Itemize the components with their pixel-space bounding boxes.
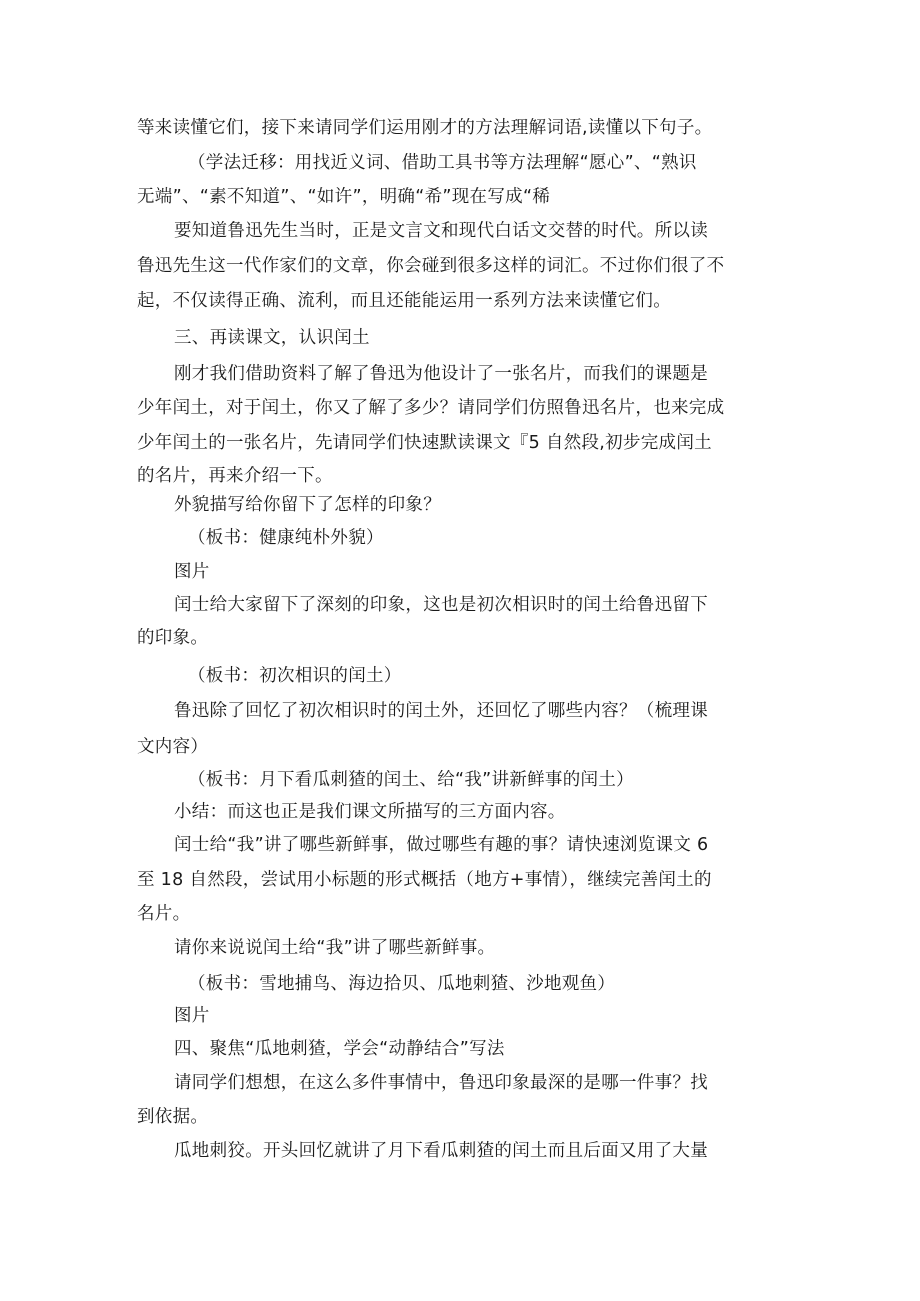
- text-line: 闰士给大家留下了深刻的印象，这也是初次相识时的闰土给鲁迅留下: [174, 595, 708, 615]
- text-line: 起，不仅读得正确、流利，而且还能能运用一系列方法来读懂它们。: [137, 291, 671, 311]
- text-line: 请你来说说闰土给“我”讲了哪些新鲜事。: [174, 938, 496, 958]
- text-line: 瓜地刺狡。开头回忆就讲了月下看瓜刺猹的闰土而且后面又用了大量: [174, 1141, 708, 1161]
- board-note: （板书：初次相识的闰土）: [188, 666, 402, 686]
- section-heading: 四、聚焦“瓜地刺猹，学会“动静结合”写法: [174, 1039, 505, 1059]
- text-line: 请同学们想想，在这么多件事情中，鲁迅印象最深的是哪一件事？找: [174, 1073, 708, 1093]
- board-note: （板书：雪地捕鸟、海边拾贝、瓜地刺猹、沙地观鱼）: [188, 974, 616, 994]
- board-note: （板书：健康纯朴外貌）: [188, 528, 384, 548]
- summary-line: 小结：而这也正是我们课文所描写的三方面内容。: [174, 802, 566, 822]
- text-line: 鲁迅除了回忆了初次相识时的闰土外，还回忆了哪些内容？（梳理课: [174, 701, 708, 721]
- image-placeholder-label: 图片: [174, 1006, 210, 1026]
- text-line: 无端”、“素不知道”、“如许”，明确“希”现在写成“稀: [137, 187, 551, 207]
- section-heading: 三、再读课文，认识闰土: [174, 328, 370, 348]
- text-line: 闰士给“我”讲了哪些新鲜事，做过哪些有趣的事？请快速浏览课文 6: [174, 835, 709, 855]
- text-line: 刚才我们借助资料了解了鲁迅为他设计了一张名片，而我们的课题是: [174, 364, 708, 384]
- text-line: 至 18 自然段，尝试用小标题的形式概括（地方+事情），继续完善闰土的: [137, 870, 712, 890]
- text-line: 到依据。: [137, 1107, 209, 1127]
- text-line: 要知道鲁迅先生当时，正是文言文和现代白话文交替的时代。所以读: [174, 221, 708, 241]
- text-line: 少年闰土的一张名片，先请同学们快速默读课文『5 自然段,初步完成闰土: [137, 433, 712, 453]
- image-placeholder-label: 图片: [174, 562, 210, 582]
- text-line: 名片。: [137, 904, 191, 924]
- text-line: （学法迁移：用找近义词、借助工具书等方法理解“愿心”、“熟识: [188, 153, 697, 173]
- text-line: 的印象。: [137, 628, 209, 648]
- text-line: 的名片，再来介绍一下。: [137, 466, 333, 486]
- text-line: 外貌描写给你留下了怎样的印象？: [174, 495, 441, 515]
- board-note: （板书：月下看瓜刺猹的闰土、给“我”讲新鲜事的闰土）: [188, 770, 634, 790]
- text-line: 文内容）: [137, 737, 209, 757]
- text-line: 少年闰土，对于闰土，你又了解了多少？请同学们仿照鲁迅名片，也来完成: [137, 398, 725, 418]
- text-line: 鲁迅先生这一代作家们的文章，你会碰到很多这样的词汇。不过你们很了不: [137, 256, 725, 276]
- text-line: 等来读懂它们，接下来请同学们运用刚才的方法理解词语,读懂以下句子。: [137, 118, 713, 138]
